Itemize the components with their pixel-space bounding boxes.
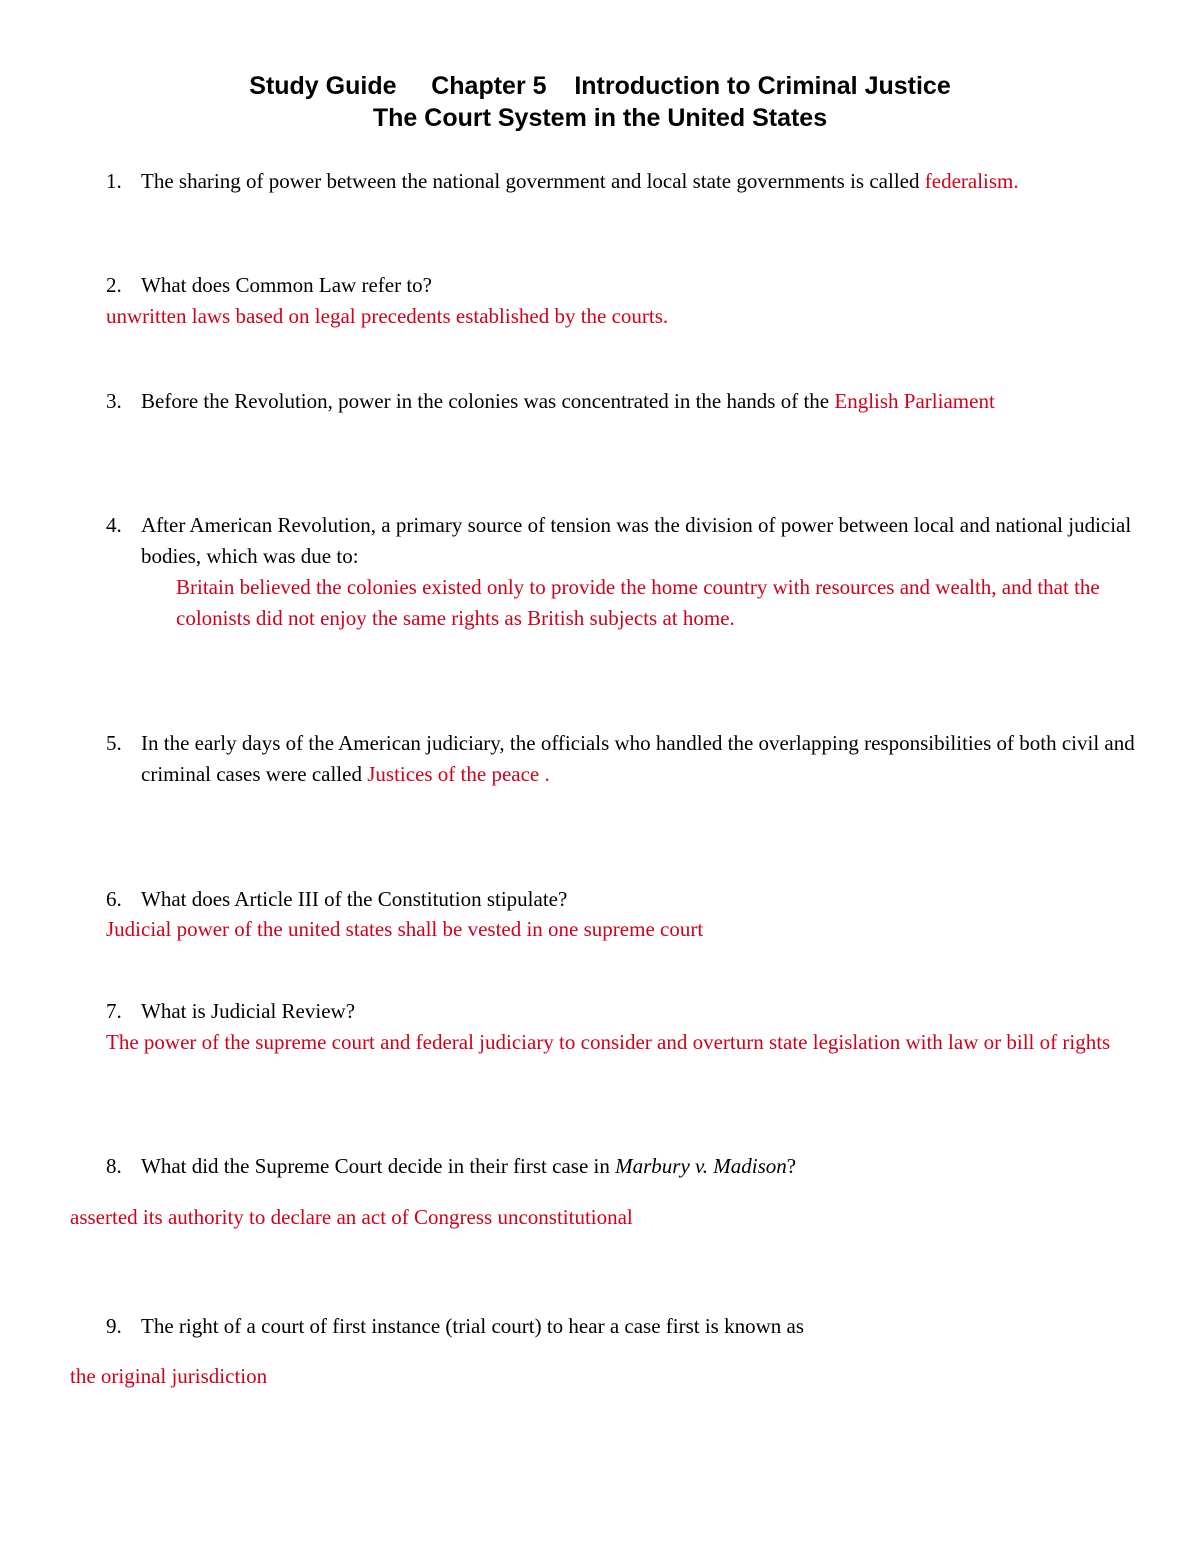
question-3	[106, 386, 1146, 417]
question-text: The sharing of power between the national government and local state governments is called	[141, 169, 925, 193]
answer-text: English Parliament	[834, 389, 995, 413]
question-1	[106, 166, 1146, 197]
question-number: 8.	[106, 1154, 122, 1178]
question-text: What did the Supreme Court decide in their first case in	[141, 1154, 616, 1178]
question-number: 3.	[106, 389, 122, 413]
question-number: 7.	[106, 999, 122, 1023]
answer-9: the original jurisdiction	[70, 1364, 268, 1388]
answer-6: Judicial power of the united states shall be vested in one supreme court	[106, 917, 704, 941]
question-text: What does Common Law refer to?	[141, 273, 432, 297]
answer-4: Britain believed the colonies existed only to provide the home country with resources and wealth, and that the colonists did not enjoy the same rights as British subjects at home.	[176, 575, 1100, 630]
question-5	[106, 728, 1146, 790]
question-6	[106, 884, 1146, 915]
question-text: In the early days of the American judiciary, the officials who handled the overlapping responsibilities of both civil and criminal cases were called	[141, 731, 1135, 786]
question-number: 6.	[106, 887, 122, 911]
question-7	[106, 996, 1146, 1027]
answer-2: unwritten laws based on legal precedents established by the courts.	[106, 304, 669, 328]
question-text-end: ?	[786, 1154, 797, 1178]
question-number: 2.	[106, 273, 122, 297]
question-2	[106, 270, 1146, 301]
question-text: After American Revolution, a primary source of tension was the division of power between local and national judicial bodies, which was due to:	[141, 513, 1132, 568]
answer-text: federalism.	[924, 169, 1019, 193]
question-text: What is Judicial Review?	[141, 999, 356, 1023]
answer-7: The power of the supreme court and federal judiciary to consider and overturn state legislation with law or bill of rights	[106, 1030, 1111, 1054]
question-number: 4.	[106, 513, 122, 537]
answer-8: asserted its authority to declare an act of Congress unconstitutional	[70, 1205, 633, 1229]
question-8	[106, 1151, 1146, 1182]
question-text: The right of a court of first instance (trial court) to hear a case first is known as	[141, 1314, 805, 1338]
title-line-1: Study Guide Chapter 5 Introduction to Criminal Justice	[249, 72, 951, 100]
question-number: 5.	[106, 731, 122, 755]
answer-text: Justices of the peace .	[367, 762, 550, 786]
question-number: 1.	[106, 169, 122, 193]
question-text: Before the Revolution, power in the colonies was concentrated in the hands of the	[141, 389, 835, 413]
case-name: Marbury v. Madison	[615, 1154, 787, 1178]
title-line-2: The Court System in the United States	[372, 104, 828, 132]
question-number: 9.	[106, 1314, 122, 1338]
question-text: What does Article III of the Constitution stipulate?	[141, 887, 568, 911]
question-4	[106, 510, 1146, 572]
question-9	[106, 1311, 1146, 1342]
